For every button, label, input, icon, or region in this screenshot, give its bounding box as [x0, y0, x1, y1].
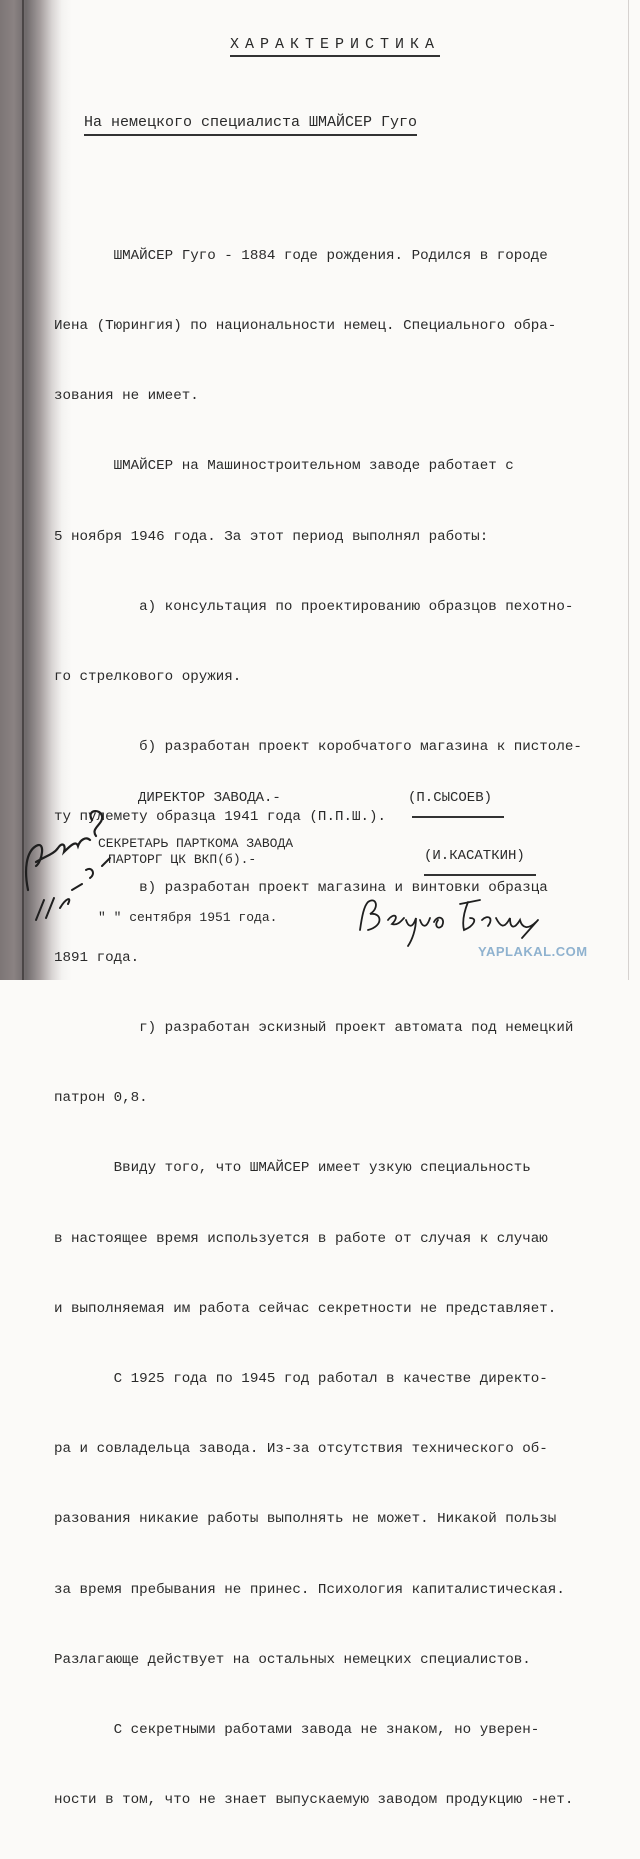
body-line: С 1925 года по 1945 год работал в качестве директо-: [54, 1371, 548, 1388]
director-title: ДИРЕКТОР ЗАВОДА.-: [138, 790, 281, 806]
body-line: ра и совладельца завода. Из-за отсутствия технического об-: [54, 1441, 548, 1458]
body-line: в настоящее время используется в работе от случая к случаю: [54, 1230, 548, 1247]
handwritten-signature: [350, 890, 570, 950]
body-line: а) консультация по проектированию образцов пехотно-: [54, 598, 574, 615]
title-text: ХАРАКТЕРИСТИКА: [230, 36, 440, 57]
body-line: патрон 0,8.: [54, 1090, 148, 1107]
body-line: го стрелкового оружия.: [54, 669, 242, 686]
date-line: " " сентября 1951 года.: [98, 910, 278, 925]
body-line: в) разработан проект магазина и винтовки образца: [54, 879, 548, 896]
body-line: г) разработан эскизный проект автомата под немецкий: [54, 1020, 574, 1037]
body-line: Разлагающе действует на остальных немецких специалистов.: [54, 1651, 531, 1668]
document-title: [0, 36, 640, 53]
body-line: ШМАЙСЕР Гуго - 1884 годе рождения. Родился в городе: [54, 247, 548, 264]
director-name: (П.СЫСОЕВ): [408, 790, 493, 806]
handwritten-note: [6, 800, 116, 940]
body-line: С секретными работами завода не знаком, но уверен-: [54, 1722, 540, 1739]
body-line: 5 ноября 1946 года. За этот период выполнял работы:: [54, 528, 489, 545]
document-body: [54, 198, 594, 1859]
body-line: зования не имеет.: [54, 388, 199, 405]
document-subject: [84, 114, 417, 131]
director-signature-line: [412, 816, 504, 818]
secretary-name: (И.КАСАТКИН): [424, 848, 525, 864]
body-line: Иена (Тюрингия) по национальности немец. Специального обра-: [54, 318, 557, 335]
body-line: ту пулемету образца 1941 года (П.П.Ш.).: [54, 809, 387, 826]
secretary-title-2: ПАРТОРГ ЦК ВКП(б).-: [108, 852, 257, 867]
body-line: 1891 года.: [54, 949, 140, 966]
body-line: за время пребывания не принес. Психология капиталистическая.: [54, 1581, 565, 1598]
secretary-signature-line: [424, 874, 536, 876]
body-line: Ввиду того, что ШМАЙСЕР имеет узкую специальность: [54, 1160, 531, 1177]
watermark: YAPLAKAL.COM: [478, 944, 588, 959]
page-crease: [628, 0, 629, 980]
secretary-title-1: СЕКРЕТАРЬ ПАРТКОМА ЗАВОДА: [98, 836, 294, 851]
body-line: б) разработан проект коробчатого магазина к пистоле-: [54, 739, 582, 756]
subject-text: На немецкого специалиста ШМАЙСЕР Гуго: [84, 114, 417, 136]
body-line: разования никакие работы выполнять не может. Никакой пользы: [54, 1511, 557, 1528]
body-line: и выполняемая им работа сейчас секретности не представляет.: [54, 1300, 557, 1317]
body-line: ности в том, что не знает выпускаемую заводом продукцию -нет.: [54, 1792, 574, 1809]
body-line: ШМАЙСЕР на Машиностроительном заводе работает с: [54, 458, 514, 475]
